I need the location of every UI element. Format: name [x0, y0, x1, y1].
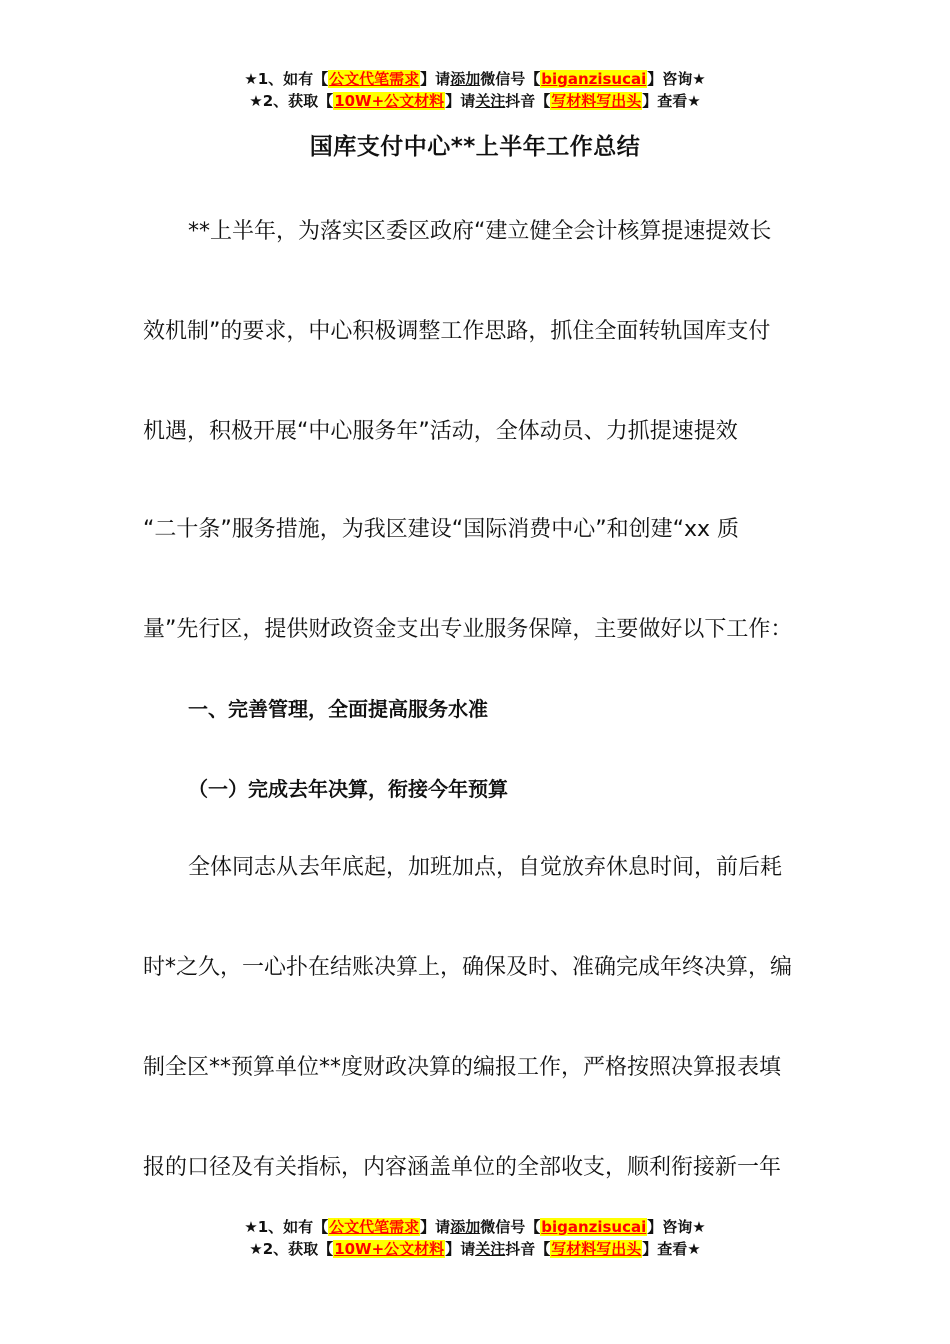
banner-text: 】咨询★: [647, 1218, 706, 1236]
banner-highlight: biganzisucai: [541, 70, 647, 88]
top-banner: [0, 68, 950, 112]
banner-underline: 添加: [450, 1218, 481, 1236]
banner-highlight: 10W+公文材料: [334, 92, 445, 110]
paragraph-line: “二十条”服务措施，为我区建设“国际消费中心”和创建“xx 质: [143, 517, 740, 542]
banner-text: 微信号【: [480, 1218, 541, 1236]
banner-text: 】请: [420, 70, 451, 88]
paragraph-line: 时*之久，一心扑在结账决算上，确保及时、准确完成年终决算，编: [143, 955, 793, 980]
banner-text: ★2、获取【: [249, 1240, 334, 1258]
banner-highlight: 写材料写出头: [551, 1240, 642, 1258]
banner-text: 】请: [445, 1240, 476, 1258]
paragraph-line: 报的口径及有关指标，内容涵盖单位的全部收支，顺利衔接新一年: [143, 1155, 782, 1180]
bottom-banner: [0, 1216, 950, 1260]
banner-text: ★1、如有【: [244, 1218, 329, 1236]
banner-text: 微信号【: [480, 70, 541, 88]
banner-text: 】请: [420, 1218, 451, 1236]
banner-text: 】查看★: [642, 92, 701, 110]
banner-text: 抖音【: [505, 92, 551, 110]
subsection-heading: （一）完成去年决算，衔接今年预算: [188, 777, 508, 801]
banner-highlight: 写材料写出头: [551, 92, 642, 110]
banner-row-1: [0, 68, 950, 90]
paragraph-line: 量”先行区，提供财政资金支出专业服务保障，主要做好以下工作：: [143, 617, 793, 642]
banner-underline: 关注: [475, 92, 506, 110]
document-title: 国库支付中心**上半年工作总结: [309, 134, 641, 160]
banner-text: 】查看★: [642, 1240, 701, 1258]
section-heading: 一、完善管理，全面提高服务水准: [188, 697, 488, 721]
banner-text: 抖音【: [505, 1240, 551, 1258]
banner-highlight: biganzisucai: [541, 1218, 647, 1236]
paragraph-line: 全体同志从去年底起，加班加点，自觉放弃休息时间，前后耗: [188, 855, 783, 880]
banner-row-2: [0, 90, 950, 112]
banner-highlight: 10W+公文材料: [334, 1240, 445, 1258]
banner-text: ★1、如有【: [244, 70, 329, 88]
paragraph-line: 机遇，积极开展“中心服务年”活动，全体动员、力抓提速提效: [143, 419, 738, 444]
banner-text: 】咨询★: [647, 70, 706, 88]
banner-highlight: 公文代笔需求: [329, 70, 420, 88]
banner-text: 】请: [445, 92, 476, 110]
banner-underline: 关注: [475, 1240, 506, 1258]
paragraph-line: **上半年，为落实区委区政府“建立健全会计核算提速提效长: [188, 219, 772, 244]
banner-underline: 添加: [450, 70, 481, 88]
paragraph-line: 效机制”的要求，中心积极调整工作思路，抓住全面转轨国库支付: [143, 319, 771, 344]
banner-row-2: [0, 1238, 950, 1260]
banner-highlight: 公文代笔需求: [329, 1218, 420, 1236]
banner-text: ★2、获取【: [249, 92, 334, 110]
paragraph-line: 制全区**预算单位**度财政决算的编报工作，严格按照决算报表填: [143, 1055, 782, 1080]
banner-row-1: [0, 1216, 950, 1238]
